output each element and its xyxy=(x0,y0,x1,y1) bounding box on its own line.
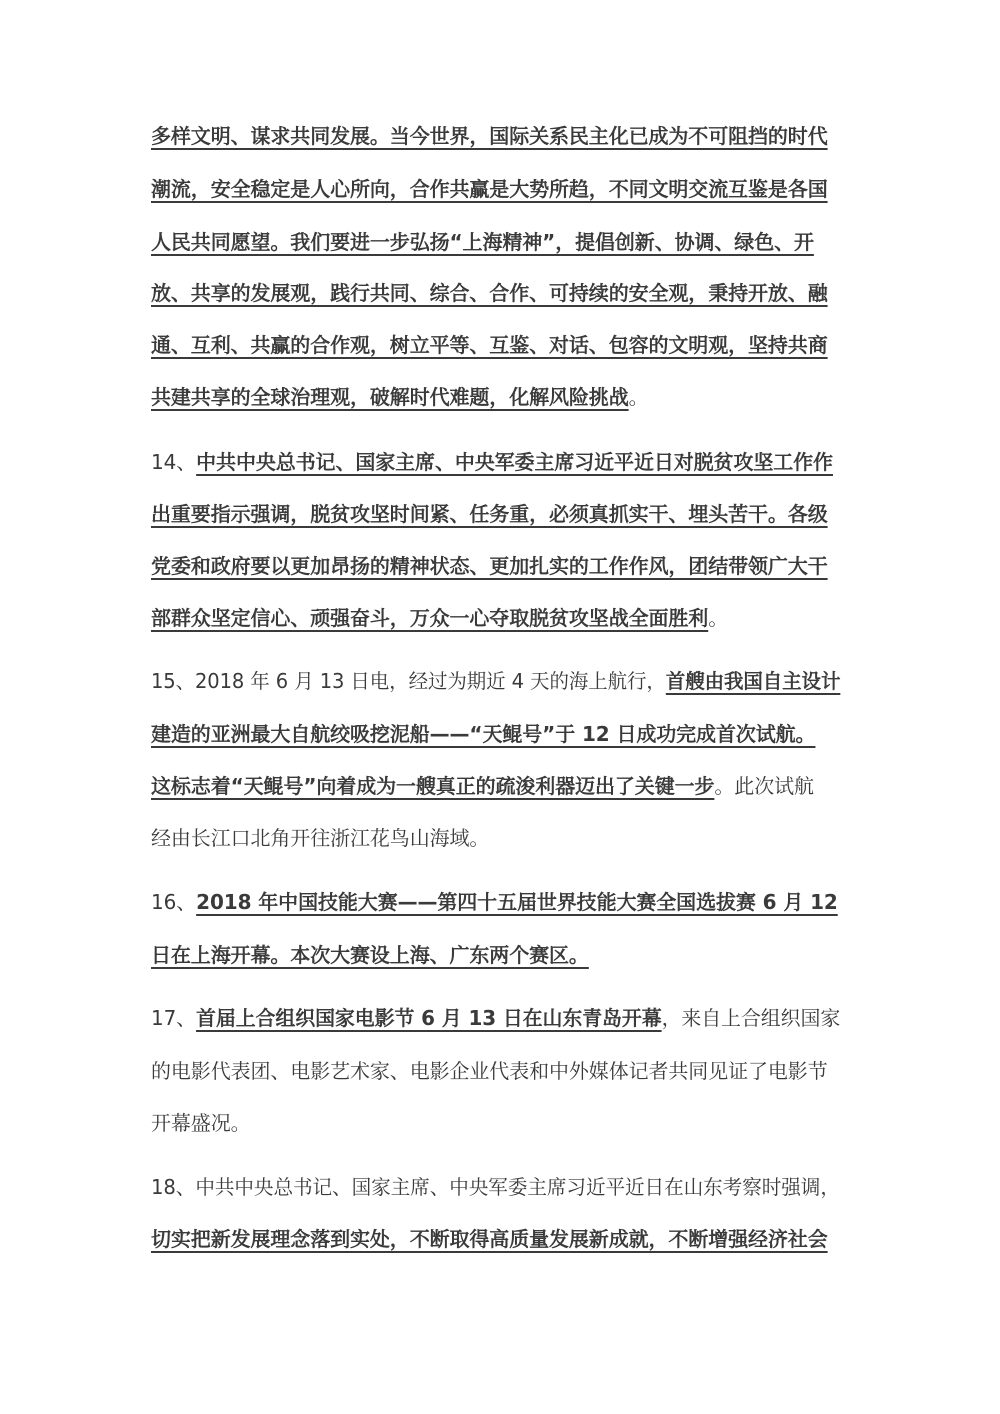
text-line xyxy=(151,889,838,915)
text-line xyxy=(151,1174,840,1200)
text-line xyxy=(151,668,840,694)
body-text: ，来自上合组织国家 xyxy=(661,1006,841,1030)
text-line xyxy=(151,1110,251,1136)
body-text: 17、 xyxy=(151,1006,197,1030)
text-line xyxy=(151,384,649,410)
body-text: 开幕盛况。 xyxy=(151,1111,251,1135)
text-line xyxy=(151,1005,840,1031)
text-line xyxy=(151,942,589,968)
emphasized-text: 多样文明、谋求共同发展。当今世界，国际关系民主化已成为不可阻挡的时代 xyxy=(151,124,828,148)
text-line xyxy=(151,1226,828,1252)
emphasized-text: 2018 年中国技能大赛——第四十五届世界技能大赛全国选拔赛 6 月 12 xyxy=(196,890,838,914)
body-text: 经由长江口北角开往浙江花鸟山海域。 xyxy=(151,826,490,850)
text-line xyxy=(151,825,489,851)
emphasized-text: 党委和政府要以更加昂扬的精神状态、更加扎实的工作作风，团结带领广大干 xyxy=(151,554,828,578)
emphasized-text: 出重要指示强调，脱贫攻坚时间紧、任务重，必须真抓实干、埋头苦干。各级 xyxy=(151,502,828,526)
body-text: 。 xyxy=(628,385,649,409)
body-text: 。 xyxy=(708,606,729,630)
text-line xyxy=(151,773,814,799)
emphasized-text: 人民共同愿望。我们要进一步弘扬“上海精神”，提倡创新、协调、绿色、开 xyxy=(151,230,814,254)
text-line xyxy=(151,123,828,149)
emphasized-text: 日在上海开幕。本次大赛设上海、广东两个赛区。 xyxy=(151,943,589,967)
body-text: 14、 xyxy=(151,450,197,474)
emphasized-text: 共建共享的全球治理观，破解时代难题，化解风险挑战 xyxy=(151,385,629,409)
text-line xyxy=(151,280,828,306)
emphasized-text: 放、共享的发展观，践行共同、综合、合作、可持续的安全观，秉持开放、融 xyxy=(151,281,828,305)
body-text: 。此次试航 xyxy=(714,774,814,798)
emphasized-text: 潮流，安全稳定是人心所向，合作共赢是大势所趋，不同文明交流互鉴是各国 xyxy=(151,177,828,201)
emphasized-text: 部群众坚定信心、顽强奋斗，万众一心夺取脱贫攻坚战全面胜利 xyxy=(151,606,709,630)
emphasized-text: 首届上合组织国家电影节 6 月 13 日在山东青岛开幕 xyxy=(196,1006,662,1030)
text-line xyxy=(151,332,828,358)
text-line xyxy=(151,721,815,747)
body-text: 16、 xyxy=(151,890,197,914)
text-line xyxy=(151,449,833,475)
text-line xyxy=(151,229,814,255)
text-line xyxy=(151,501,828,527)
text-line xyxy=(151,605,728,631)
emphasized-text: 这标志着“天鲲号”向着成为一艘真正的疏浚利器迈出了关键一步 xyxy=(151,774,715,798)
text-line xyxy=(151,553,828,579)
text-line xyxy=(151,176,828,202)
emphasized-text: 通、互利、共赢的合作观，树立平等、互鉴、对话、包容的文明观，坚持共商 xyxy=(151,333,828,357)
text-line xyxy=(151,1058,828,1084)
emphasized-text: 中共中央总书记、国家主席、中央军委主席习近平近日对脱贫攻坚工作作 xyxy=(196,450,833,474)
body-text: 的电影代表团、电影艺术家、电影企业代表和中外媒体记者共同见证了电影节 xyxy=(151,1059,828,1083)
emphasized-text: 切实把新发展理念落到实处，不断取得高质量发展新成就，不断增强经济社会 xyxy=(151,1227,828,1251)
body-text: 15、2018 年 6 月 13 日电，经过为期近 4 天的海上航行， xyxy=(151,669,666,693)
body-text: 18、中共中央总书记、国家主席、中央军委主席习近平近日在山东考察时强调， xyxy=(151,1175,840,1199)
emphasized-text: 建造的亚洲最大自航绞吸挖泥船——“天鲲号”于 12 日成功完成首次试航。 xyxy=(151,722,816,746)
emphasized-text: 首艘由我国自主设计 xyxy=(665,669,841,693)
